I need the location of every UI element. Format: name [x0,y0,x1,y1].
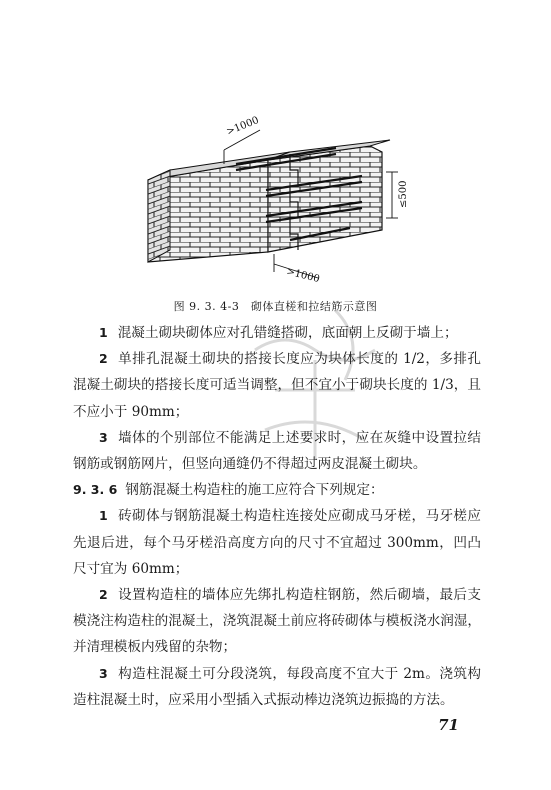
paragraph-item-3 [73,425,481,477]
dim-right-label: ≤500 [398,180,409,208]
page-number: 71 [438,716,459,734]
dim-top-label: >1000 [225,114,261,138]
item-number: 2 [99,351,108,367]
dim-bottom-label: >1000 [285,266,321,286]
item-number: 2 [99,587,108,603]
item-text: 墙体的个别部位不能满足上述要求时，应在灰缝中设置拉结钢筋或钢筋网片，但竖向通缝仍不得超过两皮混凝土砌块。 [73,429,481,473]
item-number: 3 [99,665,108,681]
paragraph-item-3b [73,661,481,713]
item-number: 3 [99,429,108,445]
paragraph-item-1 [73,320,481,346]
dim-right [386,172,398,218]
item-number: 1 [99,508,108,524]
paragraph-item-1b [73,503,481,582]
item-text: 砖砌体与钢筋混凝土构造柱连接处应砌成马牙槎，马牙槎应先退后进，每个马牙槎沿高度方向的尺寸不宜超过 300mm，凹凸尺寸宜为 60mm； [73,508,481,577]
item-text: 混凝土砌块砌体应对孔错缝搭砌，底面朝上反砌于墙上； [117,325,458,341]
paragraph-item-2b [73,582,481,661]
item-number: 1 [99,325,108,340]
clause-9-3-6 [73,477,481,503]
item-text: 单排孔混凝土砌块的搭接长度应为块体长度的 1/2，多排孔混凝土砌块的搭接长度可适当调整，但不宜小于砌块长度的 1/3，且不应小于 90mm； [73,351,481,420]
clause-text: 钢筋混凝土构造柱的施工应符合下列规定： [125,482,384,499]
item-text: 设置构造柱的墙体应先绑扎构造柱钢筋，然后砌墙，最后支模浇注构造柱的混凝土，浇筑混凝土前应将砖砌体与模板浇水润湿，并清理模板内残留的杂物； [73,587,481,656]
figure-caption: 图 9. 3. 4-3 砌体直槎和拉结筋示意图 [173,300,378,313]
masonry-figure [140,112,420,287]
body-text [73,320,481,713]
paragraph-item-2 [73,346,481,425]
clause-number: 9. 3. 6 [73,482,118,498]
item-text: 构造柱混凝土可分段浇筑，每段高度不宜大于 2m。浇筑构造柱混凝土时，应采用小型插入式振动棒边浇筑边振捣的方法。 [73,665,481,708]
